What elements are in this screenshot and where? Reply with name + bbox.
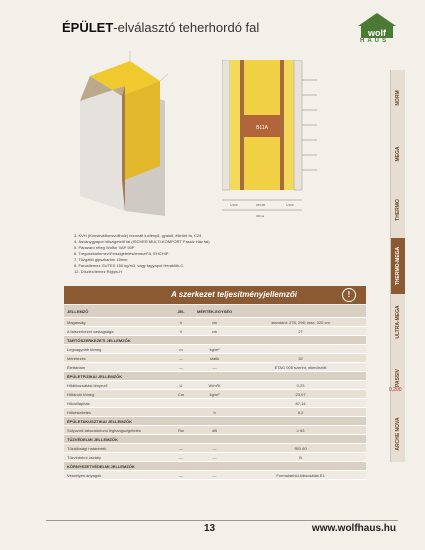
table-cell: TŰZVÉDELMI JELLEMZŐK <box>64 435 168 444</box>
tab-norm[interactable]: NORM <box>390 70 405 126</box>
table-row <box>64 408 366 417</box>
table-row <box>64 390 366 399</box>
table-cell <box>168 462 194 471</box>
material-legend <box>74 233 210 275</box>
svg-text:25/100: 25/100 <box>256 203 266 207</box>
table-cell: 0,23 <box>235 381 366 390</box>
table-row <box>64 327 366 336</box>
info-icon: ! <box>342 288 356 302</box>
table-cell: 87,14 <box>235 399 366 408</box>
table-cell: TARTÓSZERKEZETI JELLEMZŐK <box>64 336 168 345</box>
table-cell <box>168 336 194 345</box>
tab-thermo-mega[interactable]: THERMO-MEGA <box>390 238 405 294</box>
page-title: ÉPÜLET-elválasztó teherhordó fal <box>62 20 260 35</box>
table-column-headers <box>64 305 366 318</box>
table-cell: U <box>168 381 194 390</box>
table-section-header <box>64 462 366 471</box>
wall-section-drawing <box>222 60 332 220</box>
table-cell <box>194 417 235 426</box>
legend-item: 6. Tregoszkárlemez/Felszigetelés/lemez/FA, EHCHIP <box>74 251 169 256</box>
table-row <box>64 345 366 354</box>
col-header: JEL <box>168 305 194 318</box>
tab-arche-nova[interactable]: ARCHE NOVA <box>390 406 405 462</box>
table-cell: ÉPÜLETFIZIKAI JELLEMZŐK <box>64 372 168 381</box>
table-cell: — <box>168 354 194 363</box>
table-cell: — <box>168 444 194 453</box>
col-header: MÉRTÉK-EGYSÉG <box>194 305 235 318</box>
table-cell: Hőtároló tömeg <box>64 390 168 399</box>
tab-passiv[interactable]: PASSIV <box>390 350 405 406</box>
table-section-header <box>64 372 366 381</box>
legend-item: 8. Farostlemez GUTEX 150 kg/m3, vagy fagyapot Heraklith-C <box>74 263 184 268</box>
table-cell <box>235 462 366 471</box>
table-cell: B <box>235 453 366 462</box>
table-cell: Tűzvédelmi osztály <box>64 453 168 462</box>
table-cell: Cm <box>168 390 194 399</box>
table-cell: 27 <box>235 327 366 336</box>
table-cell <box>194 336 235 345</box>
table-cell: — <box>168 453 194 462</box>
table-cell: V <box>168 327 194 336</box>
table-cell <box>235 417 366 426</box>
table-cell: Hőátbocsátási tényező <box>64 381 168 390</box>
table-cell: Rw <box>168 426 194 435</box>
table-cell: 32 <box>235 354 366 363</box>
table-cell <box>168 372 194 381</box>
table-row <box>64 318 366 327</box>
tab-ultra-mega[interactable]: ULTRA-MEGA <box>390 294 405 350</box>
table-cell: dB <box>194 426 235 435</box>
marker-value: 0,200 <box>389 387 402 393</box>
table-cell: Élettartam <box>64 363 168 372</box>
table-cell: standard: 278, 298; max. 320 cm <box>235 318 366 327</box>
table-cell <box>194 372 235 381</box>
tab-mega[interactable]: MEGA <box>390 126 405 182</box>
table-cell: kg/m² <box>194 390 235 399</box>
table-cell <box>235 345 366 354</box>
table-cell: — <box>194 363 235 372</box>
table-cell: 8,2 <box>235 408 366 417</box>
wall-section-illustration <box>70 46 170 216</box>
table-cell: KÖRNYEZETVÉDELMI JELLEMZŐK <box>64 462 168 471</box>
table-cell <box>194 399 235 408</box>
svg-text:1/100: 1/100 <box>230 203 238 207</box>
table-cell <box>194 435 235 444</box>
table-cell: ÉPÜLETAKUSZTIKAI JELLEMZŐK <box>64 417 168 426</box>
legend-item: 12. Díszléc/lemez Rigips-H <box>74 269 123 274</box>
performance-table-title: A szerkezet teljesítményjellemzői <box>171 290 297 299</box>
table-cell: cm <box>194 318 235 327</box>
table-cell: cm <box>194 327 235 336</box>
table-cell: Hőcsillapítás <box>64 399 168 408</box>
svg-text:1/100: 1/100 <box>286 203 294 207</box>
page-footer <box>46 520 398 535</box>
table-row <box>64 444 366 453</box>
table-section-header <box>64 435 366 444</box>
website-link[interactable]: www.wolfhaus.hu <box>311 523 396 534</box>
table-cell: Súlyozott laboratóriumi léghangszigetelés <box>64 426 168 435</box>
table-row <box>64 354 366 363</box>
tab-thermo[interactable]: THERMO <box>390 182 405 238</box>
col-header <box>235 305 366 318</box>
table-cell <box>168 408 194 417</box>
table-cell: Magasság <box>64 318 168 327</box>
table-cell: — <box>168 363 194 372</box>
svg-text:B11A: B11A <box>256 125 268 131</box>
table-cell: 23,07 <box>235 390 366 399</box>
legend-item: 4. Ásványgyapot hőszigetelő fal (ISOVER MULTI-KOMFORT Passiv Ház fal) <box>74 239 210 244</box>
table-cell <box>168 417 194 426</box>
table-cell <box>235 372 366 381</box>
svg-text:wolf: wolf <box>368 28 386 38</box>
table-cell: Méretezés <box>64 354 168 363</box>
table-cell: — <box>194 444 235 453</box>
table-cell: h <box>168 318 194 327</box>
table-cell: Tűzállósági határérték <box>64 444 168 453</box>
table-cell <box>235 435 366 444</box>
table-cell: — <box>194 453 235 462</box>
table-section-header <box>64 417 366 426</box>
table-row <box>64 453 366 462</box>
table-row <box>64 381 366 390</box>
table-row <box>64 399 366 408</box>
table-cell: — <box>168 471 194 480</box>
table-cell: Hőkésleltetés <box>64 408 168 417</box>
legend-item: 5. Párazáró réteg Wolfor VAP 50P <box>74 245 135 250</box>
table-cell: ETAG 005 szerint, ellenőrzött <box>235 363 366 372</box>
page-number: 13 <box>204 523 216 534</box>
table-row <box>64 426 366 435</box>
table-cell: A falszerkezet vastagsága <box>64 327 168 336</box>
table-section-header <box>64 336 366 345</box>
legend-item: 7. Tűzgátló gipszkarton 15mm <box>74 257 128 262</box>
performance-table <box>64 305 366 480</box>
table-cell <box>235 336 366 345</box>
table-cell: — <box>194 471 235 480</box>
table-cell: h <box>194 408 235 417</box>
legend-item: 3. KVH (Konstruktionsvollholz) rezonált lucfenyő, gyalult, élletört fa, C24 <box>74 233 202 238</box>
table-row <box>64 363 366 372</box>
table-cell: W/m²K <box>194 381 235 390</box>
table-cell <box>194 462 235 471</box>
table-cell: kg/m² <box>194 345 235 354</box>
table-cell <box>168 399 194 408</box>
performance-table-header <box>64 286 366 304</box>
table-cell: Formaldehid-kibocsátás E1 <box>235 471 366 480</box>
table-cell: statik <box>194 354 235 363</box>
wolfhaus-logo: wolf HAUS <box>356 12 398 44</box>
table-cell: Veszélyes anyagok <box>64 471 168 480</box>
table-cell: REI 60 <box>235 444 366 453</box>
table-row <box>64 471 366 480</box>
table-cell <box>168 435 194 444</box>
table-cell: m <box>168 345 194 354</box>
table-cell: ≥ 63 <box>235 426 366 435</box>
col-header: JELLEMZŐ <box>64 305 168 318</box>
table-cell: Legnagyobb tömeg <box>64 345 168 354</box>
svg-text:32/ms: 32/ms <box>256 214 265 218</box>
